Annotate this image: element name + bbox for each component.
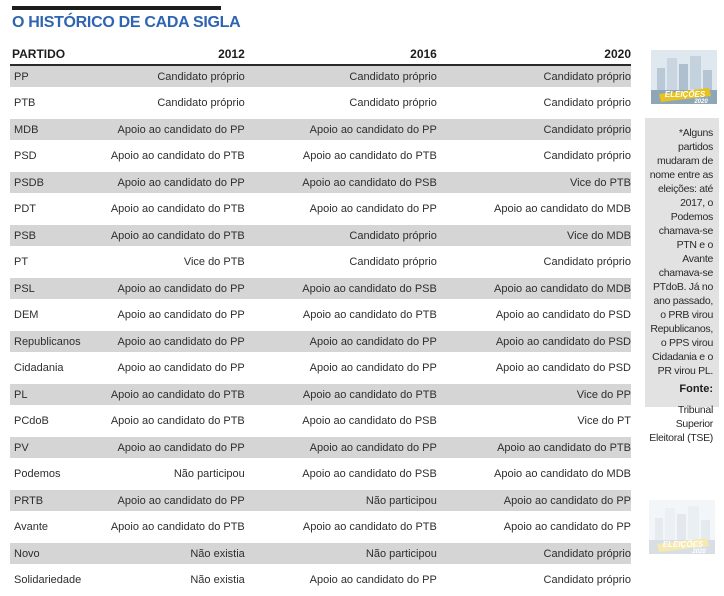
cell-2012: Apoio ao candidato do PTB (93, 384, 244, 405)
cell-2016: Apoio ao candidato do PP (245, 193, 437, 225)
column-header-2020: 2020 (437, 44, 631, 65)
table-row (10, 564, 631, 596)
cell-2016: Apoio ao candidato do PSB (245, 405, 437, 437)
cell-party: PSB (10, 225, 93, 246)
column-header-2012: 2012 (93, 44, 244, 65)
cell-2020: Vice do PT (437, 405, 631, 437)
cell-2020: Apoio ao candidato do PP (437, 511, 631, 543)
cell-party: PV (10, 437, 93, 458)
cell-2016: Não participou (245, 490, 437, 511)
cell-2016: Apoio ao candidato do PP (245, 119, 437, 140)
cell-2012: Candidato próprio (93, 65, 244, 87)
cell-2020: Candidato próprio (437, 564, 631, 596)
eleicoes-2020-logo (651, 50, 717, 104)
cell-2016: Apoio ao candidato do PP (245, 352, 437, 384)
table-row (10, 278, 631, 299)
cell-2016: Apoio ao candidato do PSB (245, 172, 437, 193)
sidebar-note-box (645, 118, 719, 444)
column-header-2016: 2016 (245, 44, 437, 65)
logo-text: ELEIÇÕES (664, 90, 706, 99)
cell-2016: Candidato próprio (245, 246, 437, 278)
cell-2012: Não existia (93, 543, 244, 564)
cell-2012: Apoio ao candidato do PTB (93, 193, 244, 225)
sidebar-note: *Alguns partidos mudaram de nome entre as eleições: até 2017, o Podemos chamava-se PTN e o Avante chamava-se PTdoB. Já no ano passado, o PRB virou Republicanos, o PPS virou Cidadania e o PR virou PL. (649, 127, 713, 377)
table-body (10, 65, 631, 596)
table-row (10, 331, 631, 352)
party-history-table (10, 44, 631, 596)
eleicoes-2020-logo-faded (649, 500, 715, 554)
cell-2016: Apoio ao candidato do PP (245, 437, 437, 458)
cell-2012: Apoio ao candidato do PP (93, 299, 244, 331)
source-label: Fonte: (679, 383, 713, 395)
cell-party: DEM (10, 299, 93, 331)
cell-2012: Apoio ao candidato do PTB (93, 511, 244, 543)
cell-2020: Apoio ao candidato do PSD (437, 299, 631, 331)
cell-2020: Vice do PTB (437, 172, 631, 193)
cell-2016: Apoio ao candidato do PSB (245, 458, 437, 490)
table-row (10, 140, 631, 172)
table-row (10, 246, 631, 278)
cell-2016: Apoio ao candidato do PTB (245, 384, 437, 405)
cell-party: Podemos (10, 458, 93, 490)
cell-2016: Apoio ao candidato do PTB (245, 140, 437, 172)
table-row (10, 490, 631, 511)
cell-party: PSD (10, 140, 93, 172)
cell-party: PSDB (10, 172, 93, 193)
cell-2012: Não participou (93, 458, 244, 490)
cell-2016: Candidato próprio (245, 225, 437, 246)
table-row (10, 225, 631, 246)
cell-party: PSL (10, 278, 93, 299)
cell-2012: Apoio ao candidato do PP (93, 352, 244, 384)
cell-2012: Apoio ao candidato do PP (93, 278, 244, 299)
table-row (10, 405, 631, 437)
table-row (10, 437, 631, 458)
page-title: O HISTÓRICO DE CADA SIGLA (12, 14, 241, 31)
cell-2020: Apoio ao candidato do PSD (437, 331, 631, 352)
cell-party: PRTB (10, 490, 93, 511)
cell-party: Solidariedade (10, 564, 93, 596)
cell-2020: Apoio ao candidato do PTB (437, 437, 631, 458)
logo-year-faded: 2020 (692, 549, 706, 554)
cell-2016: Apoio ao candidato do PP (245, 331, 437, 352)
table-header-row (10, 44, 631, 65)
cell-2012: Apoio ao candidato do PP (93, 437, 244, 458)
logo-text-faded: ELEIÇÕES (662, 540, 704, 549)
cell-2016: Candidato próprio (245, 87, 437, 119)
cell-2020: Candidato próprio (437, 65, 631, 87)
cell-2012: Apoio ao candidato do PP (93, 172, 244, 193)
cell-2020: Apoio ao candidato do PP (437, 490, 631, 511)
cell-2012: Apoio ao candidato do PTB (93, 225, 244, 246)
table-row (10, 384, 631, 405)
cell-2020: Vice do PP (437, 384, 631, 405)
cell-2020: Candidato próprio (437, 246, 631, 278)
table-row (10, 172, 631, 193)
cell-party: PT (10, 246, 93, 278)
table-row (10, 65, 631, 87)
cell-2016: Apoio ao candidato do PTB (245, 511, 437, 543)
cell-party: PTB (10, 87, 93, 119)
table-row (10, 87, 631, 119)
table-row (10, 511, 631, 543)
cell-2020: Apoio ao candidato do MDB (437, 278, 631, 299)
cell-party: PCdoB (10, 405, 93, 437)
cell-2020: Candidato próprio (437, 140, 631, 172)
title-rule (12, 6, 221, 10)
cell-party: PP (10, 65, 93, 87)
cell-2012: Apoio ao candidato do PP (93, 490, 244, 511)
table-row (10, 193, 631, 225)
table-row (10, 299, 631, 331)
cell-2020: Apoio ao candidato do MDB (437, 458, 631, 490)
table-row (10, 352, 631, 384)
logo-year: 2020 (694, 99, 708, 104)
cell-2012: Apoio ao candidato do PP (93, 331, 244, 352)
cell-2016: Apoio ao candidato do PP (245, 564, 437, 596)
cell-2016: Apoio ao candidato do PSB (245, 278, 437, 299)
cell-party: Novo (10, 543, 93, 564)
source-text: Tribunal Superior Eleitoral (TSE) (649, 404, 713, 444)
cell-party: Republicanos (10, 331, 93, 352)
cell-2012: Não existia (93, 564, 244, 596)
cell-2020: Candidato próprio (437, 87, 631, 119)
cell-2012: Vice do PTB (93, 246, 244, 278)
cell-2020: Candidato próprio (437, 119, 631, 140)
cell-2012: Apoio ao candidato do PP (93, 119, 244, 140)
cell-party: PDT (10, 193, 93, 225)
cell-2012: Candidato próprio (93, 87, 244, 119)
cell-2012: Apoio ao candidato do PTB (93, 405, 244, 437)
cell-party: Cidadania (10, 352, 93, 384)
cell-2020: Vice do MDB (437, 225, 631, 246)
cell-party: PL (10, 384, 93, 405)
cell-2016: Candidato próprio (245, 65, 437, 87)
table-row (10, 458, 631, 490)
column-header-partido: PARTIDO (10, 44, 93, 65)
cell-2016: Apoio ao candidato do PTB (245, 299, 437, 331)
cell-2020: Candidato próprio (437, 543, 631, 564)
cell-2020: Apoio ao candidato do MDB (437, 193, 631, 225)
cell-2020: Apoio ao candidato do PSD (437, 352, 631, 384)
cell-2016: Não participou (245, 543, 437, 564)
cell-party: MDB (10, 119, 93, 140)
cell-2012: Apoio ao candidato do PTB (93, 140, 244, 172)
table-row (10, 119, 631, 140)
table-row (10, 543, 631, 564)
cell-party: Avante (10, 511, 93, 543)
